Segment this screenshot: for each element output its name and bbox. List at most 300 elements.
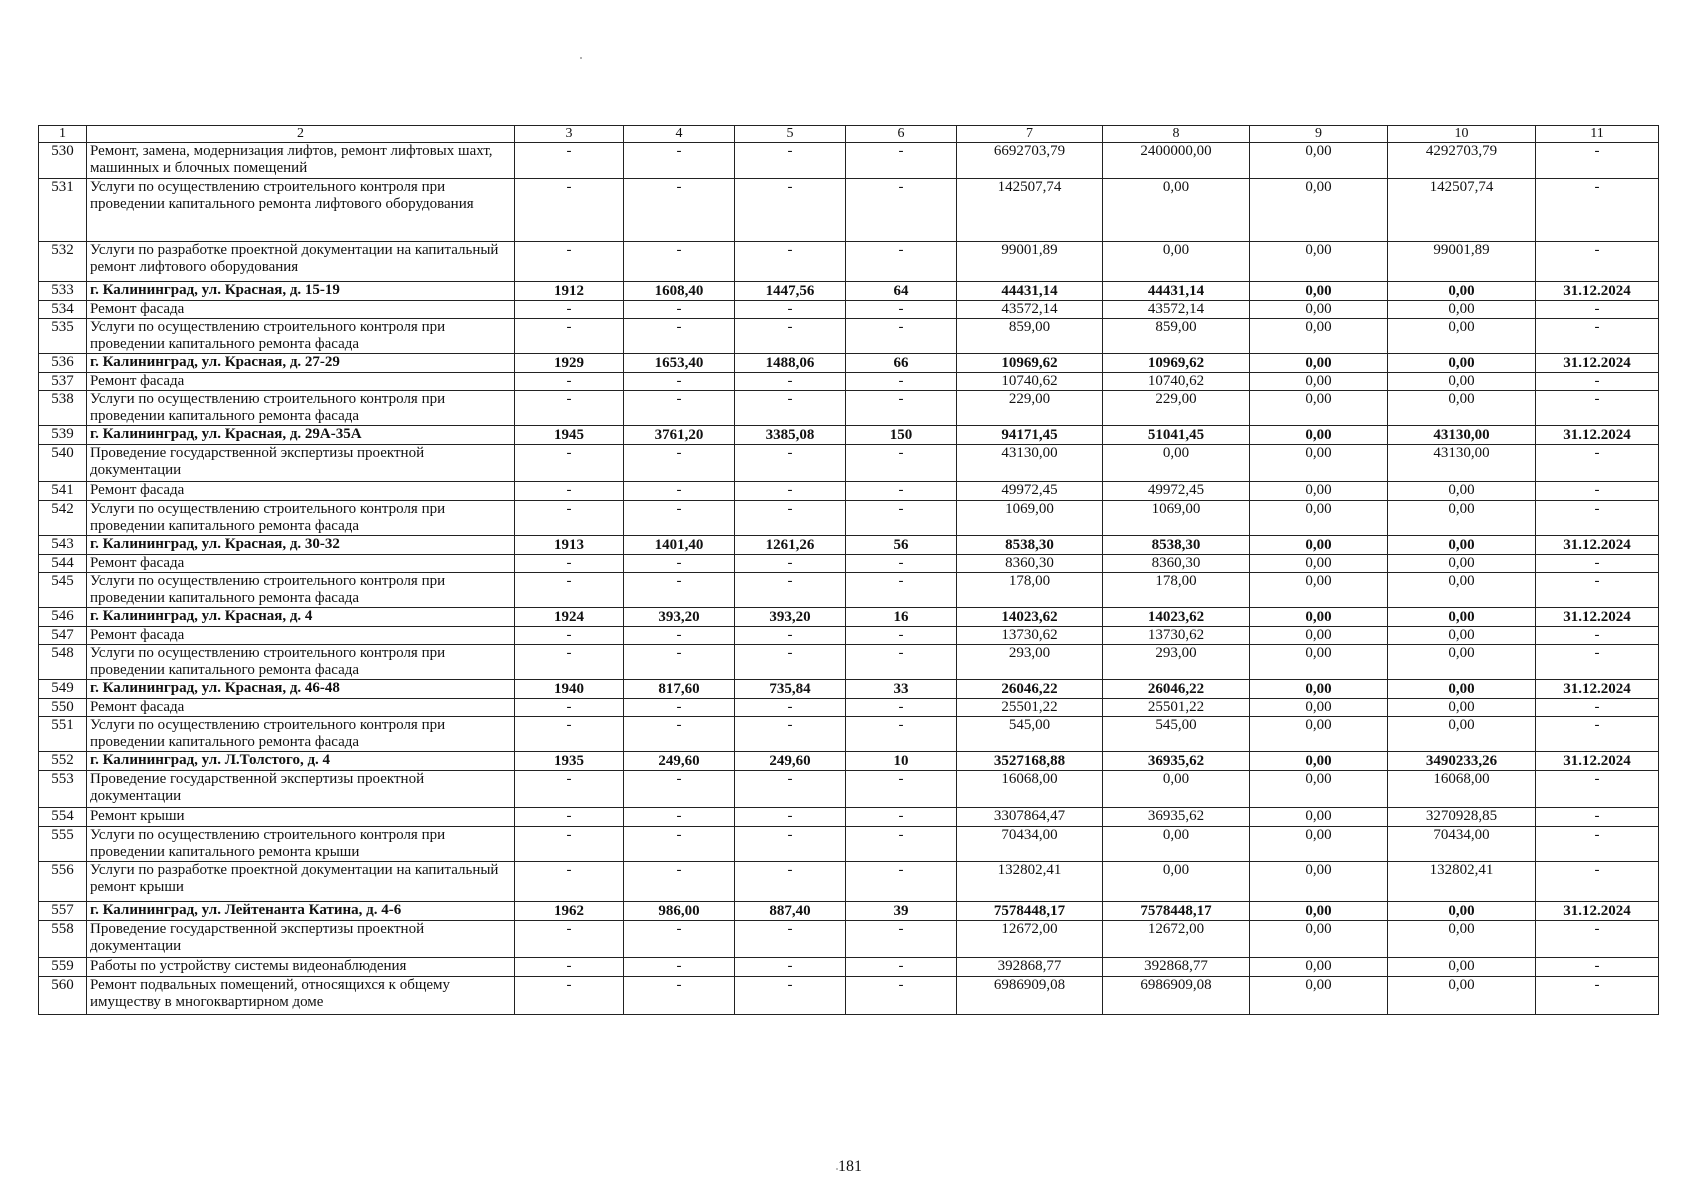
total-cost-cell: 6692703,79 <box>957 143 1103 179</box>
work-name-cell: Услуги по разработке проектной документации на капитальный ремонт лифтового оборудования <box>87 242 515 282</box>
cost-col-10-cell: 43130,00 <box>1388 445 1536 482</box>
cost-col-10-cell: 0,00 <box>1388 921 1536 958</box>
cost-col-9-cell: 0,00 <box>1250 426 1388 445</box>
cost-col-10-cell: 70434,00 <box>1388 827 1536 862</box>
total-area-cell: - <box>624 555 735 573</box>
year-built-cell: - <box>515 921 624 958</box>
residents-count-cell: - <box>846 179 957 242</box>
total-cost-cell: 43130,00 <box>957 445 1103 482</box>
residents-count-cell: - <box>846 391 957 426</box>
year-built-cell: - <box>515 977 624 1015</box>
total-cost-cell: 8360,30 <box>957 555 1103 573</box>
completion-date-cell: - <box>1536 771 1659 808</box>
row-number-cell: 546 <box>39 608 87 627</box>
building-row <box>39 752 1659 771</box>
total-area-cell: - <box>624 645 735 680</box>
work-name-cell: Услуги по осуществлению строительного контроля при проведении капитального ремонта лифтового оборудования <box>87 179 515 242</box>
residents-count-cell: - <box>846 808 957 827</box>
year-built-cell: - <box>515 808 624 827</box>
residents-count-cell: - <box>846 717 957 752</box>
cost-col-8-cell: 13730,62 <box>1103 627 1250 645</box>
completion-date-cell: - <box>1536 862 1659 902</box>
building-row <box>39 608 1659 627</box>
residents-count-cell: - <box>846 699 957 717</box>
total-area-cell: - <box>624 808 735 827</box>
completion-date-cell: - <box>1536 501 1659 536</box>
table-row <box>39 699 1659 717</box>
building-row <box>39 536 1659 555</box>
table-row <box>39 301 1659 319</box>
cost-col-10-cell: 0,00 <box>1388 680 1536 699</box>
residents-count-cell: - <box>846 242 957 282</box>
living-area-cell: - <box>735 808 846 827</box>
total-cost-cell: 14023,62 <box>957 608 1103 627</box>
living-area-cell: 1261,26 <box>735 536 846 555</box>
row-number-cell: 556 <box>39 862 87 902</box>
table-row <box>39 573 1659 608</box>
residents-count-cell: 10 <box>846 752 957 771</box>
total-cost-cell: 16068,00 <box>957 771 1103 808</box>
table-row <box>39 482 1659 501</box>
total-cost-cell: 70434,00 <box>957 827 1103 862</box>
living-area-cell: - <box>735 573 846 608</box>
work-name-cell: Услуги по осуществлению строительного контроля при проведении капитального ремонта фасада <box>87 319 515 354</box>
year-built-cell: - <box>515 501 624 536</box>
cost-col-9-cell: 0,00 <box>1250 301 1388 319</box>
year-built-cell: - <box>515 391 624 426</box>
work-name-cell: Услуги по осуществлению строительного контроля при проведении капитального ремонта фасада <box>87 501 515 536</box>
completion-date-cell: - <box>1536 482 1659 501</box>
cost-col-8-cell: 2400000,00 <box>1103 143 1250 179</box>
residents-count-cell: - <box>846 373 957 391</box>
cost-col-9-cell: 0,00 <box>1250 977 1388 1015</box>
total-area-cell: - <box>624 445 735 482</box>
cost-col-9-cell: 0,00 <box>1250 902 1388 921</box>
completion-date-cell: - <box>1536 143 1659 179</box>
cost-col-9-cell: 0,00 <box>1250 699 1388 717</box>
total-cost-cell: 8538,30 <box>957 536 1103 555</box>
living-area-cell: 735,84 <box>735 680 846 699</box>
year-built-cell: 1945 <box>515 426 624 445</box>
residents-count-cell: - <box>846 501 957 536</box>
building-row <box>39 282 1659 301</box>
year-built-cell: - <box>515 179 624 242</box>
cost-col-10-cell: 0,00 <box>1388 482 1536 501</box>
work-name-cell: Проведение государственной экспертизы проектной документации <box>87 921 515 958</box>
completion-date-cell: - <box>1536 717 1659 752</box>
cost-col-8-cell: 392868,77 <box>1103 958 1250 977</box>
total-area-cell: - <box>624 699 735 717</box>
cost-col-8-cell: 14023,62 <box>1103 608 1250 627</box>
completion-date-cell: - <box>1536 573 1659 608</box>
total-cost-cell: 25501,22 <box>957 699 1103 717</box>
living-area-cell: - <box>735 373 846 391</box>
cost-col-10-cell: 0,00 <box>1388 301 1536 319</box>
row-number-cell: 542 <box>39 501 87 536</box>
cost-col-8-cell: 7578448,17 <box>1103 902 1250 921</box>
cost-col-9-cell: 0,00 <box>1250 482 1388 501</box>
scan-speck <box>580 57 582 59</box>
work-name-cell: Проведение государственной экспертизы проектной документации <box>87 445 515 482</box>
row-number-cell: 537 <box>39 373 87 391</box>
total-cost-cell: 44431,14 <box>957 282 1103 301</box>
cost-col-9-cell: 0,00 <box>1250 373 1388 391</box>
total-area-cell: 817,60 <box>624 680 735 699</box>
table-row <box>39 627 1659 645</box>
column-header: 4 <box>624 126 735 143</box>
living-area-cell: - <box>735 555 846 573</box>
row-number-cell: 543 <box>39 536 87 555</box>
cost-col-9-cell: 0,00 <box>1250 391 1388 426</box>
residents-count-cell: 66 <box>846 354 957 373</box>
column-header: 8 <box>1103 126 1250 143</box>
table-row <box>39 977 1659 1015</box>
residents-count-cell: - <box>846 771 957 808</box>
cost-col-8-cell: 36935,62 <box>1103 752 1250 771</box>
page-number: 181 <box>838 1158 862 1175</box>
living-area-cell: - <box>735 645 846 680</box>
cost-col-9-cell: 0,00 <box>1250 536 1388 555</box>
cost-col-10-cell: 0,00 <box>1388 958 1536 977</box>
completion-date-cell: - <box>1536 808 1659 827</box>
residents-count-cell: - <box>846 573 957 608</box>
year-built-cell: - <box>515 242 624 282</box>
living-area-cell: 3385,08 <box>735 426 846 445</box>
year-built-cell: - <box>515 445 624 482</box>
row-number-cell: 540 <box>39 445 87 482</box>
living-area-cell: - <box>735 627 846 645</box>
total-area-cell: - <box>624 771 735 808</box>
total-cost-cell: 1069,00 <box>957 501 1103 536</box>
cost-col-9-cell: 0,00 <box>1250 862 1388 902</box>
total-area-cell: - <box>624 301 735 319</box>
cost-col-8-cell: 178,00 <box>1103 573 1250 608</box>
total-cost-cell: 7578448,17 <box>957 902 1103 921</box>
living-area-cell: 249,60 <box>735 752 846 771</box>
cost-col-9-cell: 0,00 <box>1250 680 1388 699</box>
completion-date-cell: - <box>1536 977 1659 1015</box>
work-name-cell: г. Калининград, ул. Л.Толстого, д. 4 <box>87 752 515 771</box>
total-cost-cell: 545,00 <box>957 717 1103 752</box>
table-row <box>39 143 1659 179</box>
total-cost-cell: 10969,62 <box>957 354 1103 373</box>
completion-date-cell: - <box>1536 445 1659 482</box>
cost-col-10-cell: 0,00 <box>1388 717 1536 752</box>
cost-col-10-cell: 0,00 <box>1388 354 1536 373</box>
living-area-cell: - <box>735 827 846 862</box>
cost-col-10-cell: 3270928,85 <box>1388 808 1536 827</box>
table-row <box>39 958 1659 977</box>
work-name-cell: г. Калининград, ул. Красная, д. 29А-35А <box>87 426 515 445</box>
cost-col-9-cell: 0,00 <box>1250 827 1388 862</box>
completion-date-cell: 31.12.2024 <box>1536 902 1659 921</box>
living-area-cell: - <box>735 319 846 354</box>
cost-col-9-cell: 0,00 <box>1250 573 1388 608</box>
table-row <box>39 827 1659 862</box>
residents-count-cell: 16 <box>846 608 957 627</box>
cost-col-9-cell: 0,00 <box>1250 242 1388 282</box>
work-name-cell: г. Калининград, ул. Красная, д. 27-29 <box>87 354 515 373</box>
cost-col-9-cell: 0,00 <box>1250 921 1388 958</box>
work-name-cell: Работы по устройству системы видеонаблюдения <box>87 958 515 977</box>
total-area-cell: 1608,40 <box>624 282 735 301</box>
work-name-cell: г. Калининград, ул. Лейтенанта Катина, д. 4-6 <box>87 902 515 921</box>
row-number-cell: 531 <box>39 179 87 242</box>
residents-count-cell: - <box>846 555 957 573</box>
row-number-cell: 539 <box>39 426 87 445</box>
cost-col-10-cell: 0,00 <box>1388 373 1536 391</box>
cost-col-8-cell: 43572,14 <box>1103 301 1250 319</box>
year-built-cell: - <box>515 699 624 717</box>
living-area-cell: - <box>735 391 846 426</box>
living-area-cell: - <box>735 977 846 1015</box>
table-row <box>39 179 1659 242</box>
residents-count-cell: - <box>846 445 957 482</box>
cost-col-8-cell: 12672,00 <box>1103 921 1250 958</box>
total-area-cell: - <box>624 958 735 977</box>
table-row <box>39 717 1659 752</box>
residents-count-cell: - <box>846 482 957 501</box>
living-area-cell: - <box>735 958 846 977</box>
building-row <box>39 680 1659 699</box>
cost-col-10-cell: 43130,00 <box>1388 426 1536 445</box>
cost-col-8-cell: 229,00 <box>1103 391 1250 426</box>
year-built-cell: 1913 <box>515 536 624 555</box>
building-row <box>39 354 1659 373</box>
year-built-cell: - <box>515 645 624 680</box>
cost-col-8-cell: 0,00 <box>1103 179 1250 242</box>
completion-date-cell: - <box>1536 645 1659 680</box>
completion-date-cell: - <box>1536 242 1659 282</box>
living-area-cell: - <box>735 771 846 808</box>
total-cost-cell: 3307864,47 <box>957 808 1103 827</box>
cost-col-8-cell: 51041,45 <box>1103 426 1250 445</box>
cost-col-10-cell: 0,00 <box>1388 391 1536 426</box>
completion-date-cell: 31.12.2024 <box>1536 426 1659 445</box>
residents-count-cell: - <box>846 827 957 862</box>
table-row <box>39 555 1659 573</box>
total-cost-cell: 293,00 <box>957 645 1103 680</box>
total-cost-cell: 392868,77 <box>957 958 1103 977</box>
row-number-cell: 554 <box>39 808 87 827</box>
cost-col-8-cell: 36935,62 <box>1103 808 1250 827</box>
total-area-cell: - <box>624 862 735 902</box>
year-built-cell: - <box>515 827 624 862</box>
year-built-cell: - <box>515 771 624 808</box>
row-number-cell: 538 <box>39 391 87 426</box>
completion-date-cell: - <box>1536 301 1659 319</box>
total-cost-cell: 859,00 <box>957 319 1103 354</box>
residents-count-cell: - <box>846 627 957 645</box>
cost-col-10-cell: 0,00 <box>1388 608 1536 627</box>
work-name-cell: Услуги по осуществлению строительного контроля при проведении капитального ремонта фасада <box>87 717 515 752</box>
table-row <box>39 242 1659 282</box>
living-area-cell: 1488,06 <box>735 354 846 373</box>
total-area-cell: - <box>624 143 735 179</box>
row-number-cell: 530 <box>39 143 87 179</box>
completion-date-cell: 31.12.2024 <box>1536 354 1659 373</box>
total-cost-cell: 13730,62 <box>957 627 1103 645</box>
work-name-cell: Услуги по осуществлению строительного контроля при проведении капитального ремонта фасада <box>87 391 515 426</box>
row-number-cell: 548 <box>39 645 87 680</box>
table-row <box>39 808 1659 827</box>
year-built-cell: - <box>515 301 624 319</box>
total-cost-cell: 142507,74 <box>957 179 1103 242</box>
cost-col-8-cell: 0,00 <box>1103 771 1250 808</box>
living-area-cell: - <box>735 143 846 179</box>
work-name-cell: Услуги по разработке проектной документации на капитальный ремонт крыши <box>87 862 515 902</box>
cost-col-8-cell: 0,00 <box>1103 862 1250 902</box>
year-built-cell: - <box>515 627 624 645</box>
residents-count-cell: - <box>846 143 957 179</box>
cost-col-9-cell: 0,00 <box>1250 501 1388 536</box>
residents-count-cell: - <box>846 319 957 354</box>
cost-col-9-cell: 0,00 <box>1250 445 1388 482</box>
completion-date-cell: - <box>1536 555 1659 573</box>
cost-col-8-cell: 6986909,08 <box>1103 977 1250 1015</box>
residents-count-cell: - <box>846 301 957 319</box>
year-built-cell: - <box>515 717 624 752</box>
living-area-cell: - <box>735 862 846 902</box>
column-header: 7 <box>957 126 1103 143</box>
row-number-cell: 549 <box>39 680 87 699</box>
row-number-cell: 550 <box>39 699 87 717</box>
row-number-cell: 551 <box>39 717 87 752</box>
table-row <box>39 862 1659 902</box>
year-built-cell: - <box>515 555 624 573</box>
cost-col-8-cell: 25501,22 <box>1103 699 1250 717</box>
cost-col-8-cell: 1069,00 <box>1103 501 1250 536</box>
cost-col-10-cell: 0,00 <box>1388 501 1536 536</box>
total-area-cell: - <box>624 373 735 391</box>
row-number-cell: 541 <box>39 482 87 501</box>
completion-date-cell: - <box>1536 319 1659 354</box>
total-cost-cell: 12672,00 <box>957 921 1103 958</box>
cost-col-9-cell: 0,00 <box>1250 555 1388 573</box>
cost-col-8-cell: 10969,62 <box>1103 354 1250 373</box>
work-name-cell: Услуги по осуществлению строительного контроля при проведении капитального ремонта фасада <box>87 573 515 608</box>
residents-count-cell: - <box>846 977 957 1015</box>
column-header: 3 <box>515 126 624 143</box>
cost-col-10-cell: 3490233,26 <box>1388 752 1536 771</box>
living-area-cell: 887,40 <box>735 902 846 921</box>
residents-count-cell: 39 <box>846 902 957 921</box>
living-area-cell: - <box>735 699 846 717</box>
living-area-cell: - <box>735 301 846 319</box>
total-area-cell: - <box>624 977 735 1015</box>
cost-col-8-cell: 26046,22 <box>1103 680 1250 699</box>
table-row <box>39 319 1659 354</box>
cost-col-9-cell: 0,00 <box>1250 319 1388 354</box>
total-cost-cell: 178,00 <box>957 573 1103 608</box>
living-area-cell: - <box>735 242 846 282</box>
row-number-cell: 557 <box>39 902 87 921</box>
year-built-cell: - <box>515 319 624 354</box>
column-header: 5 <box>735 126 846 143</box>
total-cost-cell: 26046,22 <box>957 680 1103 699</box>
total-area-cell: - <box>624 627 735 645</box>
completion-date-cell: - <box>1536 921 1659 958</box>
living-area-cell: - <box>735 445 846 482</box>
row-number-cell: 534 <box>39 301 87 319</box>
total-cost-cell: 6986909,08 <box>957 977 1103 1015</box>
total-area-cell: - <box>624 501 735 536</box>
register-table <box>38 125 1659 1015</box>
cost-col-10-cell: 0,00 <box>1388 645 1536 680</box>
work-name-cell: Услуги по осуществлению строительного контроля при проведении капитального ремонта крыши <box>87 827 515 862</box>
total-cost-cell: 10740,62 <box>957 373 1103 391</box>
cost-col-9-cell: 0,00 <box>1250 179 1388 242</box>
cost-col-8-cell: 44431,14 <box>1103 282 1250 301</box>
row-number-cell: 552 <box>39 752 87 771</box>
completion-date-cell: 31.12.2024 <box>1536 536 1659 555</box>
cost-col-8-cell: 49972,45 <box>1103 482 1250 501</box>
residents-count-cell: 150 <box>846 426 957 445</box>
cost-col-9-cell: 0,00 <box>1250 808 1388 827</box>
living-area-cell: 1447,56 <box>735 282 846 301</box>
table-row <box>39 771 1659 808</box>
table-row <box>39 645 1659 680</box>
year-built-cell: 1962 <box>515 902 624 921</box>
total-cost-cell: 3527168,88 <box>957 752 1103 771</box>
cost-col-8-cell: 859,00 <box>1103 319 1250 354</box>
work-name-cell: Услуги по осуществлению строительного контроля при проведении капитального ремонта фасада <box>87 645 515 680</box>
year-built-cell: - <box>515 573 624 608</box>
header-row <box>39 126 1659 143</box>
cost-col-10-cell: 16068,00 <box>1388 771 1536 808</box>
cost-col-10-cell: 0,00 <box>1388 699 1536 717</box>
cost-col-9-cell: 0,00 <box>1250 627 1388 645</box>
cost-col-10-cell: 0,00 <box>1388 977 1536 1015</box>
work-name-cell: Ремонт фасада <box>87 627 515 645</box>
cost-col-10-cell: 4292703,79 <box>1388 143 1536 179</box>
residents-count-cell: 56 <box>846 536 957 555</box>
cost-col-10-cell: 0,00 <box>1388 536 1536 555</box>
table-row <box>39 501 1659 536</box>
total-cost-cell: 43572,14 <box>957 301 1103 319</box>
living-area-cell: 393,20 <box>735 608 846 627</box>
cost-col-9-cell: 0,00 <box>1250 752 1388 771</box>
year-built-cell: - <box>515 958 624 977</box>
cost-col-9-cell: 0,00 <box>1250 717 1388 752</box>
year-built-cell: 1912 <box>515 282 624 301</box>
cost-col-10-cell: 0,00 <box>1388 627 1536 645</box>
completion-date-cell: - <box>1536 373 1659 391</box>
completion-date-cell: - <box>1536 391 1659 426</box>
completion-date-cell: - <box>1536 627 1659 645</box>
total-cost-cell: 49972,45 <box>957 482 1103 501</box>
completion-date-cell: - <box>1536 958 1659 977</box>
year-built-cell: - <box>515 143 624 179</box>
total-area-cell: 986,00 <box>624 902 735 921</box>
living-area-cell: - <box>735 501 846 536</box>
row-number-cell: 559 <box>39 958 87 977</box>
work-name-cell: Ремонт фасада <box>87 373 515 391</box>
living-area-cell: - <box>735 921 846 958</box>
cost-col-10-cell: 99001,89 <box>1388 242 1536 282</box>
column-header: 9 <box>1250 126 1388 143</box>
residents-count-cell: - <box>846 645 957 680</box>
cost-col-8-cell: 293,00 <box>1103 645 1250 680</box>
completion-date-cell: 31.12.2024 <box>1536 282 1659 301</box>
cost-col-8-cell: 10740,62 <box>1103 373 1250 391</box>
year-built-cell: - <box>515 373 624 391</box>
work-name-cell: Ремонт фасада <box>87 699 515 717</box>
year-built-cell: 1929 <box>515 354 624 373</box>
year-built-cell: - <box>515 482 624 501</box>
work-name-cell: Ремонт фасада <box>87 482 515 501</box>
total-area-cell: - <box>624 319 735 354</box>
